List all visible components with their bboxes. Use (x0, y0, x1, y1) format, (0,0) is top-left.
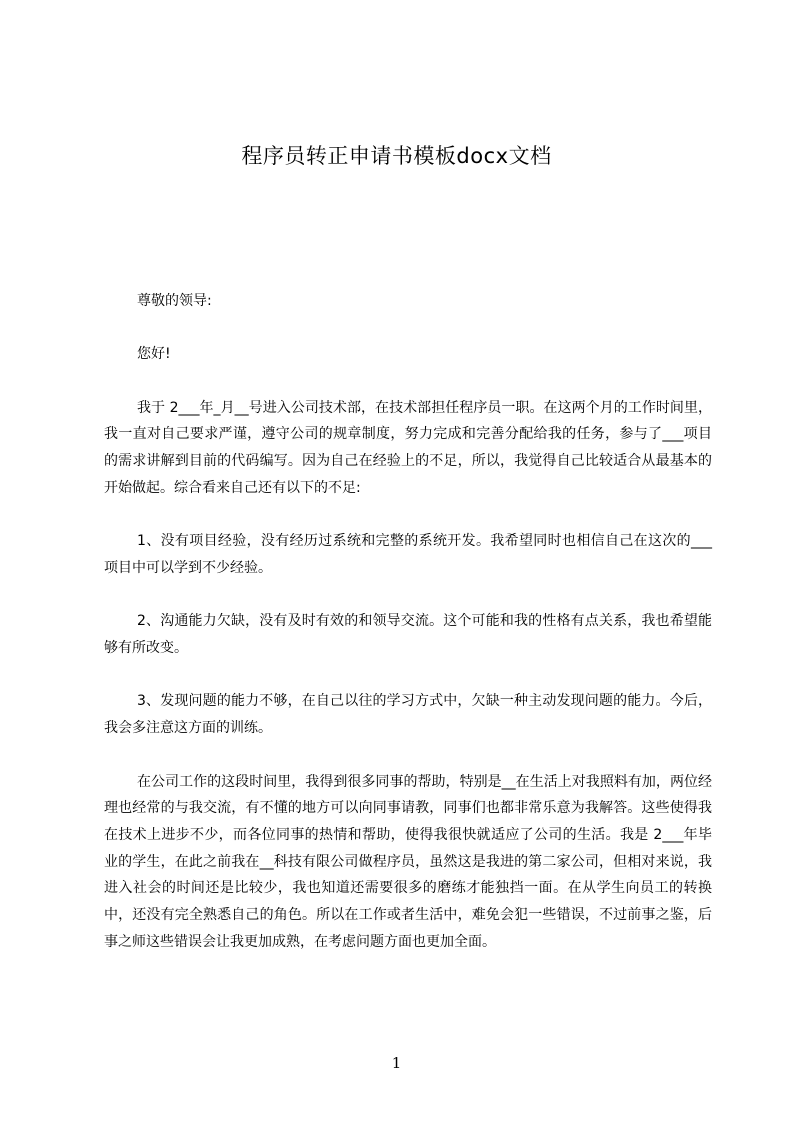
paragraph-point-2: 2、沟通能力欠缺，没有及时有效的和领导交流。这个可能和我的性格有点关系，我也希望能够有所改变。 (104, 613, 712, 657)
paragraph-colleagues: 在公司工作的这段时间里，我得到很多同事的帮助，特别是__在生活上对我照料有加，两位经理也经常的与我交流，有不懂的地方可以向同事请教，同事们也都非常乐意为我解答。这些使得我在技术上进步不少，而各位同事的热情和帮助，使得我很快就适应了公司的生活。我是 2___年毕业的学生，在此之前我在__科技有限公司做程序员，虽然这是我进的第二家公司，但相对来说，我进入社会的时间还是比较少，我也知道还需要很多的磨练才能独挡一面。在从学生向员工的转换中，还没有完全熟悉自己的角色。所以在工作或者生活中，难免会犯一些错误，不过前事之鉴，后事之师这些错误会让我更加成熟，在考虑问题方面也更加全面。 (104, 773, 712, 950)
paragraph-point-3: 3、发现问题的能力不够，在自己以往的学习方式中，欠缺一种主动发现问题的能力。今后，我会多注意这方面的训练。 (104, 693, 712, 737)
paragraph-intro: 我于 2___年_月__号进入公司技术部，在技术部担任程序员一职。在这两个月的工作时间里，我一直对自己要求严谨，遵守公司的规章制度，努力完成和完善分配给我的任务，参与了___项目的需求讲解到目前的代码编写。因为自己在经验上的不足，所以，我觉得自己比较适合从最基本的开始做起。综合看来自己还有以下的不足: (104, 399, 712, 496)
document-title: 程序员转正申请书模板docx文档 (241, 144, 552, 168)
salutation: 尊敬的领导: (137, 293, 212, 309)
page-number: 1 (391, 1054, 402, 1072)
document-body (104, 288, 712, 982)
greeting: 您好! (137, 346, 171, 363)
paragraph-point-1: 1、没有项目经验，没有经历过系统和完整的系统开发。我希望同时也相信自己在这次的___项目中可以学到不少经验。 (104, 533, 712, 576)
